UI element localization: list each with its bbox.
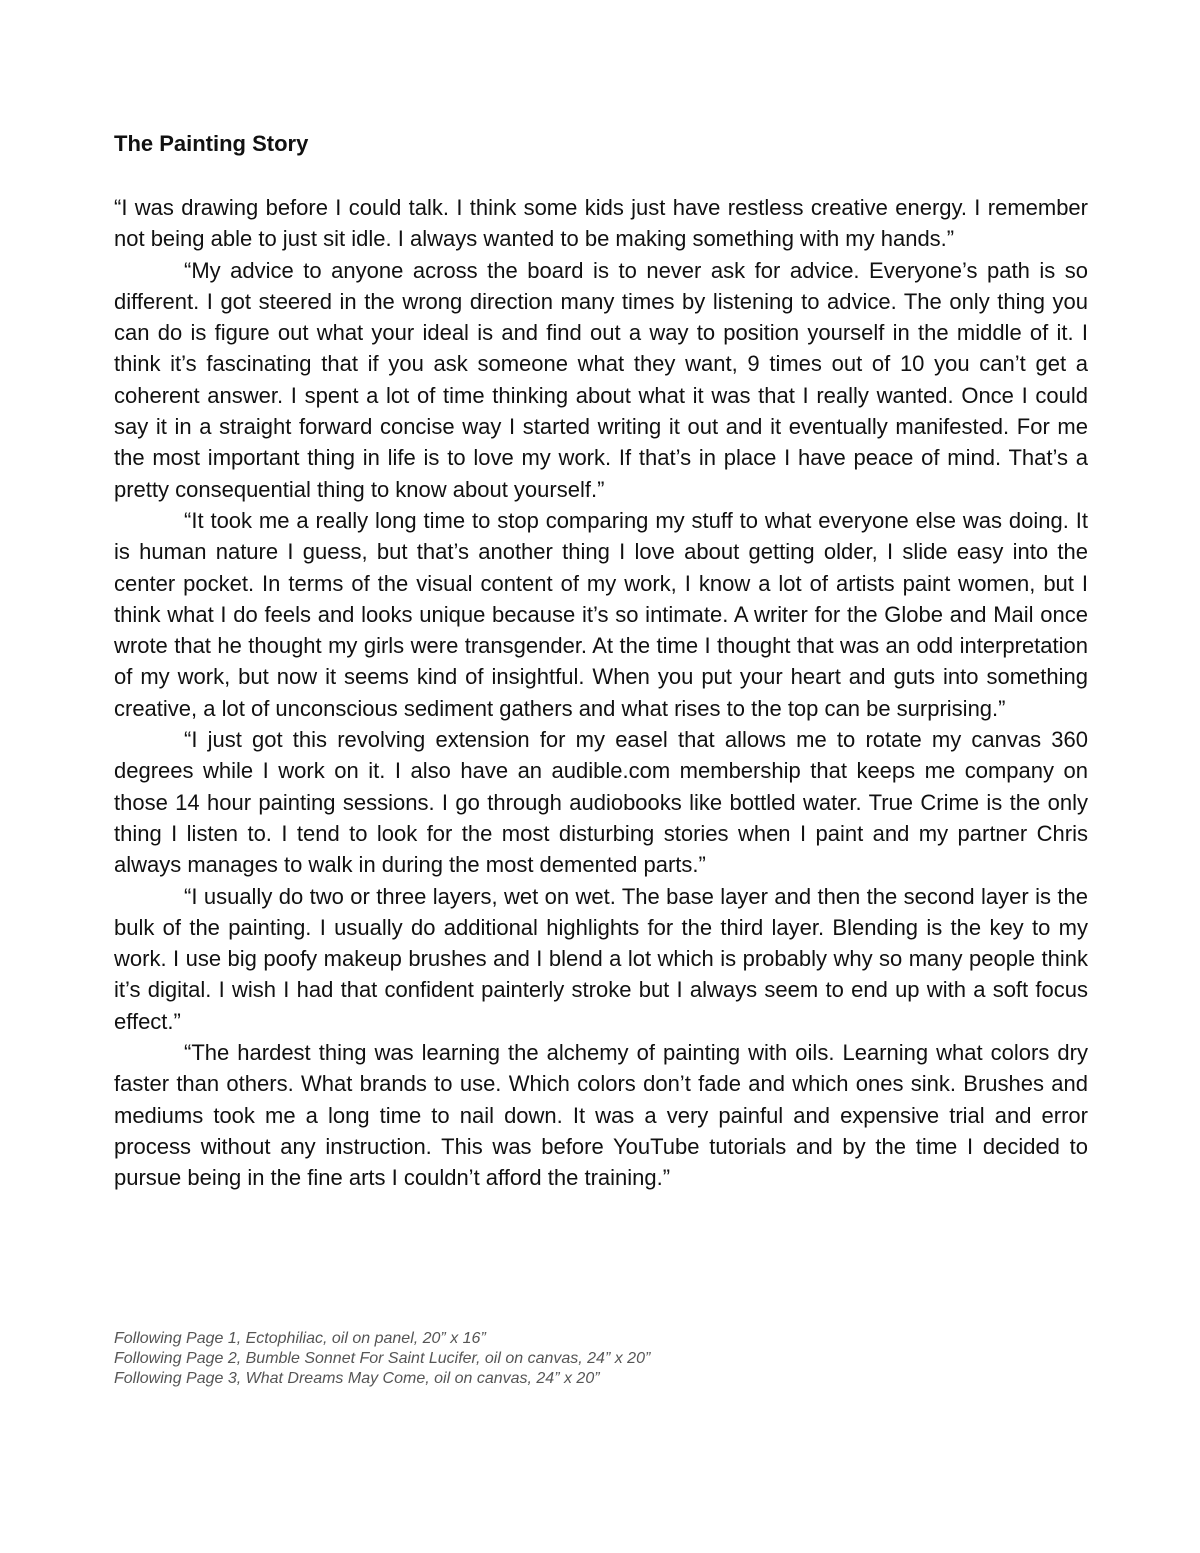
paragraph-1: “I was drawing before I could talk. I think some kids just have restless creative energy. I remember not being able to just sit idle. I always wanted to be making something with my hands.”	[114, 195, 1088, 252]
paragraph-3: “It took me a really long time to stop comparing my stuff to what everyone else was doing. It is human nature I guess, but that’s another thing I love about getting older, I slide easy into the center pocket. In terms of the visual content of my work, I know a lot of artists paint women, but I think what I do feels and looks unique because it’s so intimate. A writer for the Globe and Mail once wrote that he thought my girls were transgender. At the time I thought that was an odd interpretation of my work, but now it seems kind of insightful. When you put your heart and guts into something creative, a lot of unconscious sediment gathers and what rises to the top can be surprising.”	[114, 507, 1088, 721]
document-title: The Painting Story	[114, 131, 309, 156]
document-body	[114, 192, 1088, 1194]
caption-3: Following Page 3, What Dreams May Come, oil on canvas, 24” x 20”	[114, 1370, 600, 1387]
paragraph-4: “I just got this revolving extension for my easel that allows me to rotate my canvas 360 degrees while I work on it. I also have an audible.com membership that keeps me company on those 14 hour painting sessions. I go through audiobooks like bottled water. True Crime is the only thing I listen to. I tend to look for the most disturbing stories when I paint and my partner Chris always manages to walk in during the most demented parts.”	[114, 727, 1088, 878]
paragraph-2: “My advice to anyone across the board is to never ask for advice. Everyone’s path is so different. I got steered in the wrong direction many times by listening to advice. The only thing you can do is figure out what your ideal is and find out a way to position yourself in the middle of it. I think it’s fascinating that if you ask someone what they want, 9 times out of 10 you can’t get a coherent answer. I spent a lot of time thinking about what it was that I really wanted. Once I could say it in a straight forward concise way I started writing it out and it eventually manifested. For me the most important thing in life is to love my work. If that’s in place I have peace of mind. That’s a pretty consequential thing to know about yourself.”	[114, 257, 1088, 502]
paragraph-5: “I usually do two or three layers, wet on wet. The base layer and then the second layer is the bulk of the painting. I usually do additional highlights for the third layer. Blending is the key to my work. I use big poofy makeup brushes and I blend a lot which is probably why so many people think it’s digital. I wish I had that confident painterly stroke but I always seem to end up with a soft focus effect.”	[114, 883, 1088, 1034]
paragraph-6: “The hardest thing was learning the alchemy of painting with oils. Learning what colors dry faster than others. What brands to use. Which colors don’t fade and which ones sink. Brushes and mediums took me a long time to nail down. It was a very painful and expensive trial and error process without any instruction. This was before YouTube tutorials and by the time I decided to pursue being in the fine arts I couldn’t afford the training.”	[114, 1040, 1088, 1191]
caption-2: Following Page 2, Bumble Sonnet For Saint Lucifer, oil on canvas, 24” x 20”	[114, 1350, 651, 1367]
caption-1: Following Page 1, Ectophiliac, oil on panel, 20” x 16”	[114, 1330, 486, 1347]
caption-list	[114, 1329, 1094, 1389]
